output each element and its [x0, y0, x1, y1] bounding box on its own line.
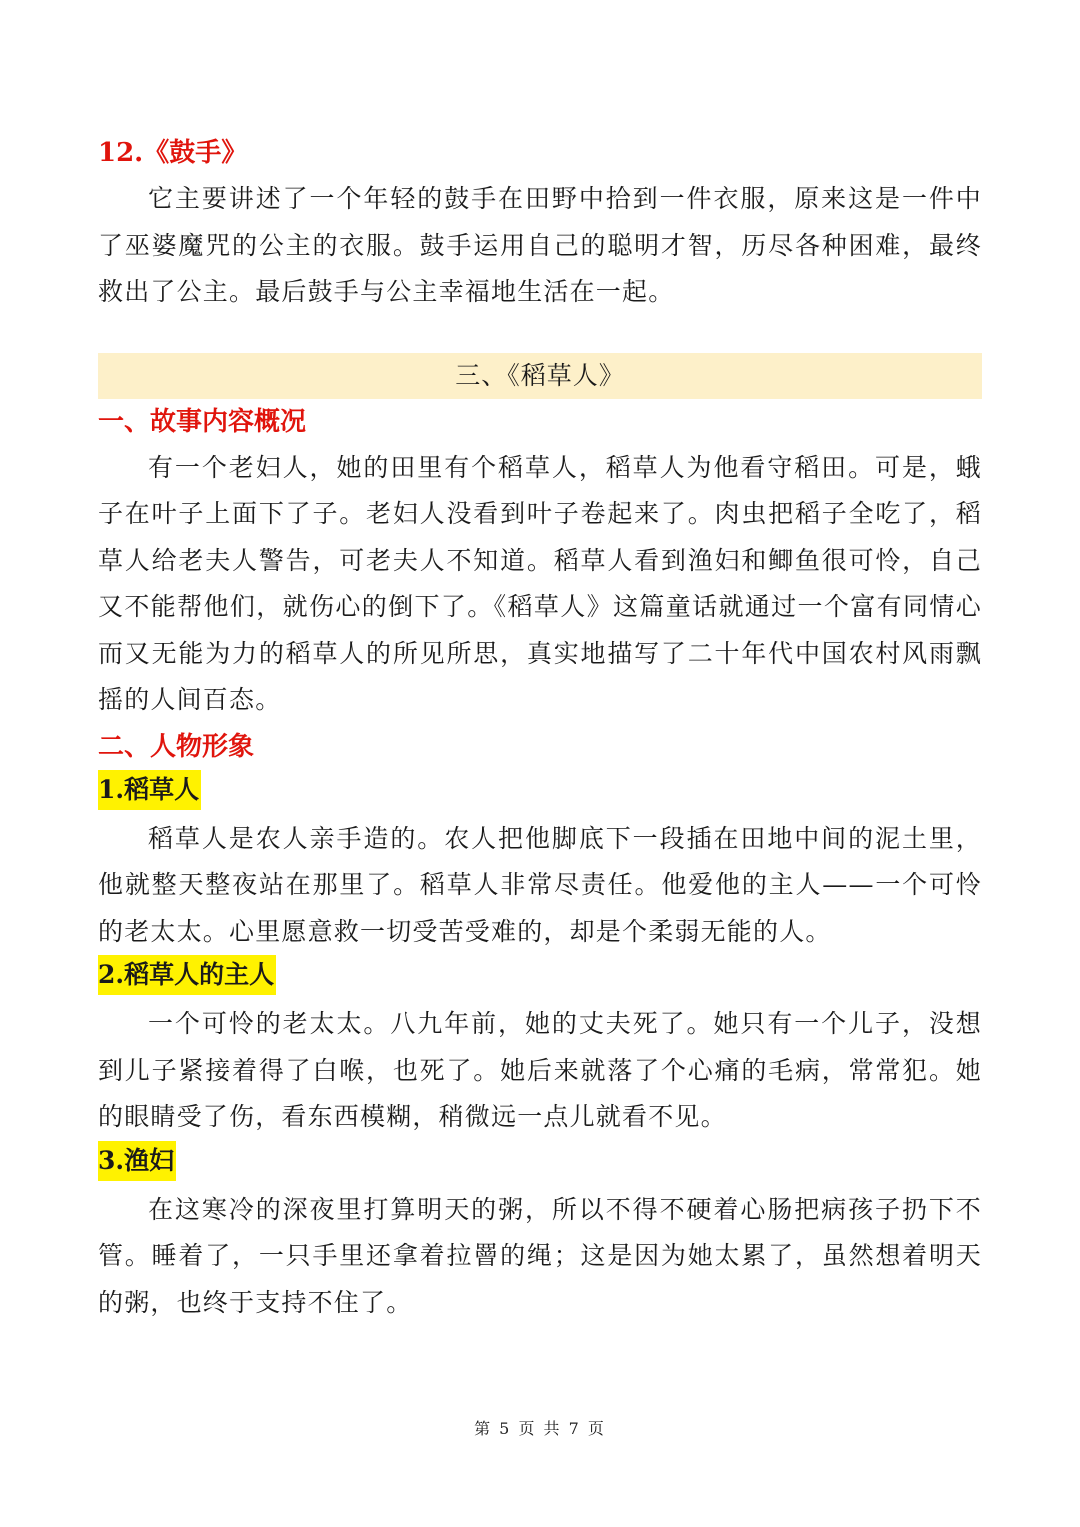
character-paragraph-owner: 一个可怜的老太太。八九年前，她的丈夫死了。她只有一个儿子，没想到儿子紧接着得了白喉，也死了。她后来就落了个心痛的毛病，常常犯。她的眼睛受了伤，看东西模糊，稍微远一点儿就看不见。: [98, 1009, 982, 1131]
character-paragraph-scarecrow: 稻草人是农人亲手造的。农人把他脚底下一段插在田地中间的泥土里，他就整天整夜站在那里了。稻草人非常尽责任。他爱他的主人——一个可怜的老太太。心里愿意救一切受苦受难的，却是个柔弱无能的人。: [98, 823, 982, 946]
character-label: 3.渔妇: [98, 1141, 176, 1181]
character-heading-scarecrow: [98, 770, 982, 816]
story-overview-paragraph: 有一个老妇人，她的田里有个稻草人，稻草人为他看守稻田。可是，蛾子在叶子上面下了子。老妇人没看到叶子卷起来了。肉虫把稻子全吃了，稻草人给老夫人警告，可老夫人不知道。稻草人看到渔妇和鲫鱼很可怜，自己又不能帮他们，就伤心的倒下了。《稻草人》这篇童话就通过一个富有同情心而又无能为力的稻草人的所见所思，真实地描写了二十年代中国农村风雨飘摇的人间百态。: [98, 452, 982, 714]
section-heading-drummer: 12.《鼓手》: [98, 138, 248, 168]
character-label: 2.稻草人的主人: [98, 955, 276, 995]
drummer-summary-paragraph: 它主要讲述了一个年轻的鼓手在田野中拾到一件衣服，原来这是一件中了巫婆魔咒的公主的衣服。鼓手运用自己的聪明才智，历尽各种困难，最终救出了公主。最后鼓手与公主幸福地生活在一起。: [98, 184, 982, 306]
character-heading-owner: [98, 955, 982, 1001]
character-label: 1.稻草人: [98, 770, 201, 810]
character-paragraph-fisherwoman: 在这寒冷的深夜里打算明天的粥，所以不得不硬着心肠把病孩子扔下不管。睡着了，一只手里还拿着拉罾的绳；这是因为她太累了，虽然想着明天的粥，也终于支持不住了。: [98, 1194, 982, 1317]
character-heading-fisherwoman: [98, 1141, 982, 1187]
characters-heading: 二、人物形象: [98, 731, 255, 762]
page-number-footer: 第 5 页 共 7 页: [474, 1419, 606, 1438]
document-page: [98, 130, 982, 1326]
section-title-scarecrow: 三、《稻草人》: [98, 353, 982, 399]
story-overview-heading: 一、故事内容概况: [98, 406, 307, 437]
